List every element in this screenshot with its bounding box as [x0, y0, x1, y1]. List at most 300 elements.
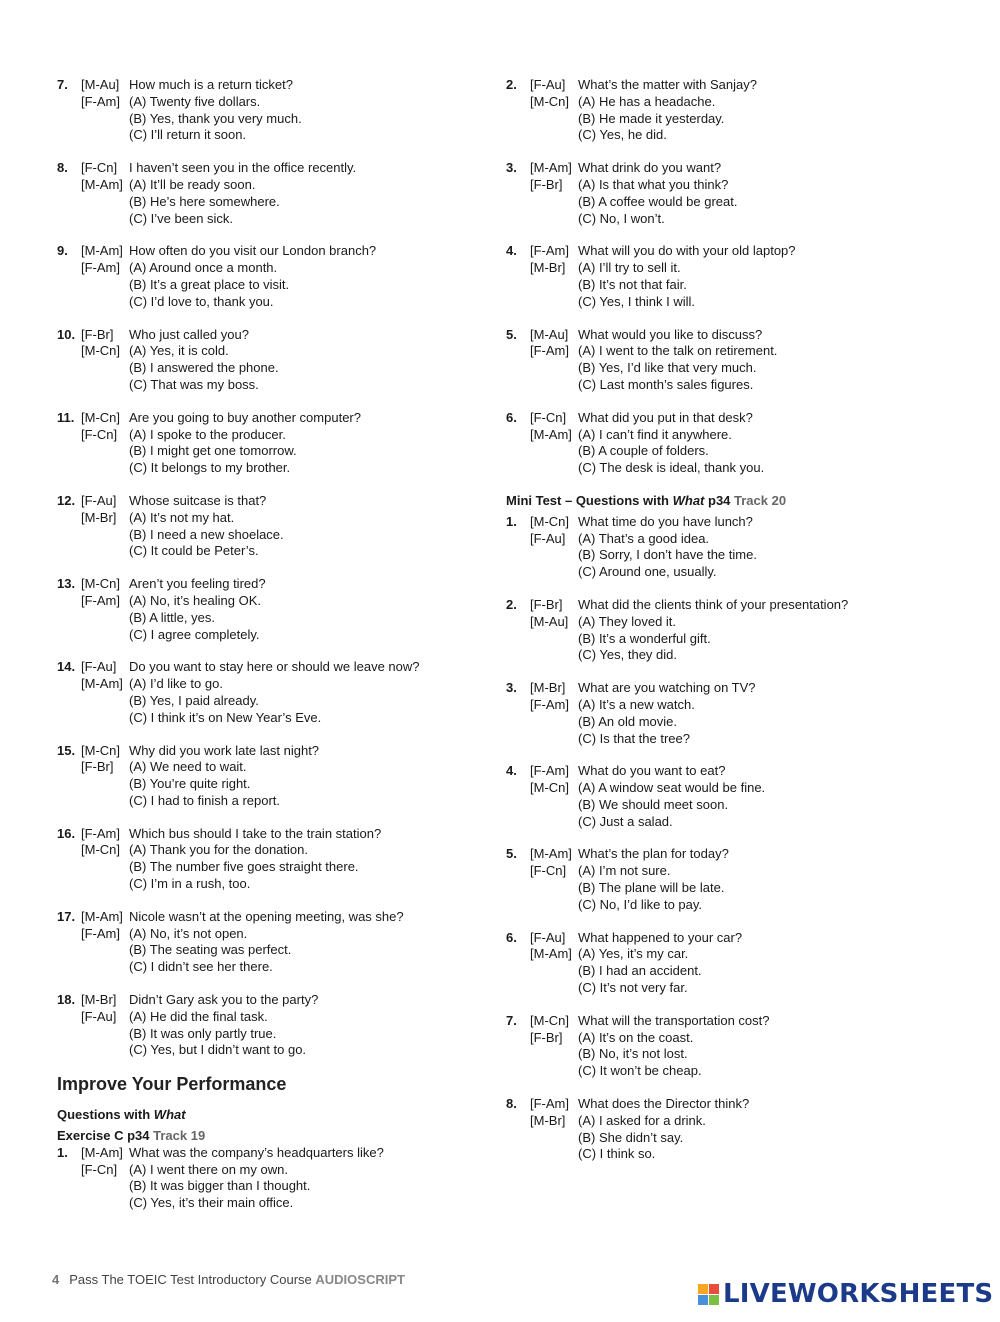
question-number	[506, 277, 530, 294]
speaker-tag	[81, 876, 129, 893]
answer-option: (A) I can’t find it anywhere.	[578, 426, 732, 442]
answer-line	[57, 627, 487, 644]
speaker-tag: [M-Cn]	[530, 93, 569, 109]
question-text: What time do you have lunch?	[578, 513, 753, 529]
answer-line	[506, 111, 946, 128]
speaker-tag: [F-Am]	[530, 243, 569, 259]
question-text: Whose suitcase is that?	[129, 492, 267, 508]
speaker-tag: [F-Cn]	[81, 160, 118, 176]
speaker-tag	[530, 731, 578, 748]
answer-option: (B) He’s here somewhere.	[129, 193, 280, 209]
answer-option: (B) A little, yes.	[129, 609, 215, 625]
answer-line	[57, 842, 487, 859]
question-number	[506, 443, 530, 460]
speaker-tag	[530, 631, 578, 648]
answer-option: (C) Yes, he did.	[578, 127, 667, 143]
question-number	[506, 1030, 530, 1047]
mini-test-section	[506, 493, 946, 1163]
answer-option: (C) Around one, usually.	[578, 564, 717, 580]
speaker-tag: [M-Br]	[81, 992, 117, 1008]
question-line	[506, 680, 946, 697]
answer-option: (B) Yes, I’d like that very much.	[578, 360, 757, 376]
answer-option: (B) It was only partly true.	[129, 1025, 277, 1041]
answer-option: (A) I went to the talk on retirement.	[578, 343, 778, 359]
question-number: 2.	[506, 77, 517, 92]
answer-line	[57, 776, 487, 793]
question-number	[57, 527, 81, 544]
mini-test-items	[506, 514, 946, 1164]
answer-option: (C) Just a salad.	[578, 813, 673, 829]
question-number: 8.	[506, 1096, 517, 1112]
speaker-tag	[530, 897, 578, 914]
speaker-tag: [M-Am]	[81, 676, 123, 692]
answer-line	[57, 194, 487, 211]
answer-line	[57, 610, 487, 627]
answer-option: (B) You’re quite right.	[129, 776, 251, 792]
answer-line	[57, 1009, 487, 1026]
question-text: What did the clients think of your presentation?	[578, 596, 849, 612]
answer-option: (A) I went there on my own.	[129, 1161, 288, 1177]
question-number: 8.	[57, 160, 68, 176]
question-item	[506, 597, 946, 664]
speaker-tag	[530, 1146, 578, 1163]
question-number	[57, 1042, 81, 1059]
question-number	[506, 1113, 530, 1130]
exercise-subheading: Exercise C p34 Track 19	[57, 1128, 206, 1144]
answer-line	[57, 710, 487, 727]
question-number	[57, 693, 81, 710]
question-number	[57, 776, 81, 793]
speaker-tag	[530, 360, 578, 377]
answer-line	[57, 427, 487, 444]
speaker-tag	[530, 980, 578, 997]
answer-line	[57, 1026, 487, 1043]
page-number: 4	[52, 1272, 60, 1287]
answer-option: (B) The seating was perfect.	[129, 942, 292, 958]
question-number	[57, 942, 81, 959]
answer-line	[506, 360, 946, 377]
question-text: I haven’t seen you in the office recently.	[129, 160, 357, 176]
question-line	[57, 909, 487, 926]
question-number	[506, 963, 530, 980]
answer-option: (C) No, I won’t.	[578, 210, 665, 226]
question-item	[506, 930, 946, 997]
answer-line	[506, 714, 946, 731]
answer-line	[57, 759, 487, 776]
answer-line	[506, 277, 946, 294]
question-item	[57, 576, 487, 643]
answer-line	[506, 177, 946, 194]
question-number	[506, 127, 530, 144]
answer-option: (B) A couple of folders.	[578, 443, 709, 459]
question-line	[506, 597, 946, 614]
question-number: 10.	[57, 326, 76, 342]
speaker-tag: [M-Am]	[530, 946, 572, 962]
answer-option: (B) It’s a great place to visit.	[129, 276, 290, 292]
answer-option: (A) I asked for a drink.	[578, 1112, 706, 1128]
answer-option: (B) Yes, thank you very much.	[129, 110, 302, 126]
question-number	[506, 714, 530, 731]
question-number	[57, 460, 81, 477]
question-number	[506, 111, 530, 128]
answer-line	[506, 946, 946, 963]
answer-line	[57, 211, 487, 228]
speaker-tag	[530, 211, 578, 228]
question-text: Which bus should I take to the train station?	[129, 825, 382, 841]
question-number	[57, 1178, 81, 1195]
question-text: What do you want to eat?	[578, 763, 726, 779]
answer-line	[57, 260, 487, 277]
answer-line	[506, 797, 946, 814]
logo-cube	[698, 1284, 708, 1294]
question-number	[57, 926, 81, 943]
speaker-tag: [F-Cn]	[81, 1161, 118, 1177]
speaker-tag	[81, 1042, 129, 1059]
question-number	[506, 880, 530, 897]
question-number	[57, 194, 81, 211]
answer-option: (B) No, it’s not lost.	[578, 1046, 688, 1062]
question-number	[57, 127, 81, 144]
question-text: Do you want to stay here or should we leave now?	[129, 659, 420, 675]
question-text: What was the company’s headquarters like?	[129, 1144, 384, 1160]
answer-line	[506, 697, 946, 714]
answer-option: (A) Yes, it’s my car.	[578, 946, 689, 962]
answer-line	[506, 1063, 946, 1080]
answer-line	[506, 94, 946, 111]
question-number	[57, 1162, 81, 1179]
question-line	[57, 659, 487, 676]
answer-line	[57, 127, 487, 144]
answer-line	[57, 1178, 487, 1195]
speaker-tag: [M-Au]	[530, 613, 569, 629]
question-line	[57, 576, 487, 593]
question-number: 9.	[57, 243, 68, 259]
speaker-tag	[81, 360, 129, 377]
speaker-tag	[81, 127, 129, 144]
question-line	[506, 77, 946, 94]
question-line	[506, 763, 946, 780]
answer-line	[57, 1162, 487, 1179]
question-number	[506, 564, 530, 581]
question-number	[506, 631, 530, 648]
answer-option: (A) He did the final task.	[129, 1008, 268, 1024]
question-item	[506, 410, 946, 477]
question-number	[57, 294, 81, 311]
question-number	[57, 177, 81, 194]
question-line	[57, 493, 487, 510]
question-text: What are you watching on TV?	[578, 680, 756, 696]
speaker-tag	[81, 1195, 129, 1212]
question-number: 17.	[57, 908, 76, 924]
question-number: 3.	[506, 160, 517, 176]
answer-line	[57, 593, 487, 610]
speaker-tag: [M-Am]	[81, 176, 123, 192]
answer-option: (B) I might get one tomorrow.	[129, 443, 297, 459]
answer-option: (B) It’s not that fair.	[578, 276, 687, 292]
question-number	[57, 111, 81, 128]
question-number: 18.	[57, 992, 76, 1008]
speaker-tag	[81, 1178, 129, 1195]
question-number	[506, 614, 530, 631]
logo-cubes-icon	[698, 1284, 719, 1305]
question-number: 5.	[506, 846, 517, 862]
answer-line	[506, 780, 946, 797]
answer-option: (A) Twenty five dollars.	[129, 93, 261, 109]
question-item	[57, 992, 487, 1059]
speaker-tag	[81, 1026, 129, 1043]
question-number	[57, 510, 81, 527]
speaker-tag: [F-Au]	[81, 1008, 117, 1024]
answer-option: (B) I answered the phone.	[129, 360, 279, 376]
speaker-tag: [F-Am]	[81, 925, 120, 941]
question-line	[57, 160, 487, 177]
speaker-tag: [F-Br]	[530, 176, 563, 192]
question-item	[57, 243, 487, 310]
question-text: Nicole wasn’t at the opening meeting, was she?	[129, 908, 404, 924]
answer-line	[506, 260, 946, 277]
right-items	[506, 77, 946, 477]
speaker-tag	[81, 294, 129, 311]
question-number	[506, 814, 530, 831]
speaker-tag	[81, 942, 129, 959]
question-number: 6.	[506, 409, 517, 425]
answer-option: (A) A window seat would be fine.	[578, 780, 766, 796]
speaker-tag: [M-Au]	[81, 77, 120, 92]
logo-cube	[709, 1284, 719, 1294]
question-number	[57, 360, 81, 377]
question-number	[57, 443, 81, 460]
question-number: 11.	[57, 409, 75, 425]
question-number: 7.	[57, 77, 68, 92]
answer-line	[506, 294, 946, 311]
question-text: What will you do with your old laptop?	[578, 243, 796, 259]
answer-line	[57, 942, 487, 959]
question-number	[506, 980, 530, 997]
question-item	[57, 826, 487, 893]
question-line	[57, 1145, 487, 1162]
answer-line	[57, 443, 487, 460]
answer-option: (A) Is that what you think?	[578, 176, 729, 192]
question-text: What drink do you want?	[578, 160, 722, 176]
question-number	[506, 427, 530, 444]
answer-line	[506, 531, 946, 548]
question-number: 4.	[506, 243, 517, 259]
answer-line	[506, 211, 946, 228]
right-column	[506, 77, 946, 1163]
question-number	[57, 627, 81, 644]
answer-line	[57, 94, 487, 111]
speaker-tag: [F-Au]	[81, 492, 117, 508]
answer-option: (C) I think so.	[578, 1146, 656, 1162]
answer-line	[57, 294, 487, 311]
question-text: What would you like to discuss?	[578, 326, 763, 342]
answer-line	[506, 127, 946, 144]
question-number	[506, 377, 530, 394]
answer-line	[506, 980, 946, 997]
answer-line	[506, 631, 946, 648]
speaker-tag: [M-Au]	[530, 326, 569, 342]
speaker-tag	[530, 547, 578, 564]
question-number: 6.	[506, 929, 517, 945]
answer-option: (C) I had to finish a report.	[129, 792, 281, 808]
question-number: 1.	[506, 513, 517, 529]
liveworksheets-logo[interactable]	[698, 1279, 994, 1310]
question-number: 2.	[506, 596, 517, 612]
question-line	[506, 846, 946, 863]
answer-line	[57, 1042, 487, 1059]
question-line	[506, 410, 946, 427]
answer-line	[57, 177, 487, 194]
improve-items	[57, 1145, 487, 1212]
answer-option: (C) Yes, they did.	[578, 647, 677, 663]
answer-line	[506, 443, 946, 460]
answer-line	[506, 963, 946, 980]
speaker-tag: [F-Br]	[530, 596, 563, 612]
question-line	[57, 243, 487, 260]
question-number	[506, 294, 530, 311]
question-number	[506, 460, 530, 477]
question-number	[57, 710, 81, 727]
speaker-tag	[530, 647, 578, 664]
answer-option: (B) I had an accident.	[578, 963, 702, 979]
left-items	[57, 77, 487, 1059]
question-number	[506, 897, 530, 914]
question-line	[57, 743, 487, 760]
improve-section	[57, 1073, 487, 1212]
question-item	[506, 763, 946, 830]
answer-line	[57, 277, 487, 294]
answer-line	[506, 1146, 946, 1163]
question-item	[57, 1145, 487, 1212]
question-number	[57, 377, 81, 394]
answer-line	[57, 793, 487, 810]
question-item	[506, 846, 946, 913]
question-number	[57, 676, 81, 693]
question-line	[57, 410, 487, 427]
question-number	[57, 876, 81, 893]
question-text: What did you put in that desk?	[578, 409, 753, 425]
answer-option: (B) The number five goes straight there.	[129, 859, 359, 875]
speaker-tag	[530, 1130, 578, 1147]
speaker-tag	[81, 610, 129, 627]
speaker-tag: [F-Au]	[81, 659, 117, 675]
question-number	[506, 343, 530, 360]
speaker-tag: [F-Br]	[530, 1029, 563, 1045]
answer-line	[506, 194, 946, 211]
answer-option: (C) It’s not very far.	[578, 980, 688, 996]
speaker-tag	[81, 377, 129, 394]
question-number	[506, 797, 530, 814]
question-line	[506, 1013, 946, 1030]
answer-option: (C) It won’t be cheap.	[578, 1063, 702, 1079]
speaker-tag	[530, 880, 578, 897]
answer-option: (A) I’ll try to sell it.	[578, 260, 681, 276]
answer-line	[506, 460, 946, 477]
answer-line	[57, 527, 487, 544]
speaker-tag: [F-Am]	[81, 260, 120, 276]
answer-option: (C) That was my boss.	[129, 376, 259, 392]
speaker-tag: [F-Cn]	[530, 409, 567, 425]
speaker-tag	[81, 527, 129, 544]
speaker-tag: [F-Am]	[81, 592, 120, 608]
answer-option: (C) Is that the tree?	[578, 730, 690, 746]
speaker-tag: [M-Am]	[530, 846, 572, 862]
speaker-tag	[81, 710, 129, 727]
answer-option: (B) He made it yesterday.	[578, 110, 725, 126]
speaker-tag: [F-Au]	[530, 929, 566, 945]
speaker-tag: [M-Cn]	[81, 409, 120, 425]
question-number	[57, 959, 81, 976]
question-item	[57, 659, 487, 726]
answer-option: (C) I’d love to, thank you.	[129, 293, 274, 309]
answer-line	[506, 731, 946, 748]
speaker-tag: [M-Br]	[81, 509, 117, 525]
question-line	[506, 327, 946, 344]
question-number	[506, 731, 530, 748]
answer-option: (B) We should meet soon.	[578, 796, 729, 812]
speaker-tag	[81, 111, 129, 128]
speaker-tag	[530, 1046, 578, 1063]
answer-line	[57, 693, 487, 710]
brand-text: LIVEWORKSHEETS	[723, 1279, 994, 1310]
question-number	[57, 793, 81, 810]
question-number: 13.	[57, 576, 76, 592]
speaker-tag: [M-Br]	[530, 1112, 566, 1128]
answer-line	[57, 859, 487, 876]
speaker-tag	[81, 693, 129, 710]
question-number	[57, 543, 81, 560]
question-number	[506, 1063, 530, 1080]
speaker-tag	[530, 797, 578, 814]
question-line	[506, 1096, 946, 1113]
answer-line	[57, 343, 487, 360]
question-item	[506, 1013, 946, 1080]
left-column	[57, 77, 487, 1212]
question-line	[57, 826, 487, 843]
question-number	[506, 780, 530, 797]
answer-option: (B) I need a new shoelace.	[129, 526, 284, 542]
question-number	[57, 1195, 81, 1212]
speaker-tag	[530, 1063, 578, 1080]
answer-line	[506, 343, 946, 360]
question-item	[57, 77, 487, 144]
speaker-tag	[81, 776, 129, 793]
question-number: 14.	[57, 659, 76, 675]
question-number	[506, 531, 530, 548]
speaker-tag	[81, 543, 129, 560]
speaker-tag	[530, 127, 578, 144]
speaker-tag: [M-Cn]	[81, 742, 120, 758]
question-number	[57, 427, 81, 444]
question-number	[506, 1146, 530, 1163]
question-number	[506, 1130, 530, 1147]
answer-line	[57, 543, 487, 560]
answer-option: (A) I’d like to go.	[129, 676, 223, 692]
answer-option: (C) The desk is ideal, thank you.	[578, 460, 765, 476]
speaker-tag	[530, 377, 578, 394]
answer-line	[506, 863, 946, 880]
speaker-tag: [M-Cn]	[81, 842, 120, 858]
speaker-tag: [M-Cn]	[81, 343, 120, 359]
answer-option: (C) It could be Peter’s.	[129, 543, 259, 559]
answer-option: (A) No, it’s healing OK.	[129, 592, 261, 608]
speaker-tag	[530, 564, 578, 581]
speaker-tag	[530, 111, 578, 128]
speaker-tag: [F-Br]	[81, 759, 114, 775]
question-number	[506, 194, 530, 211]
speaker-tag	[81, 443, 129, 460]
question-text: What’s the plan for today?	[578, 846, 729, 862]
